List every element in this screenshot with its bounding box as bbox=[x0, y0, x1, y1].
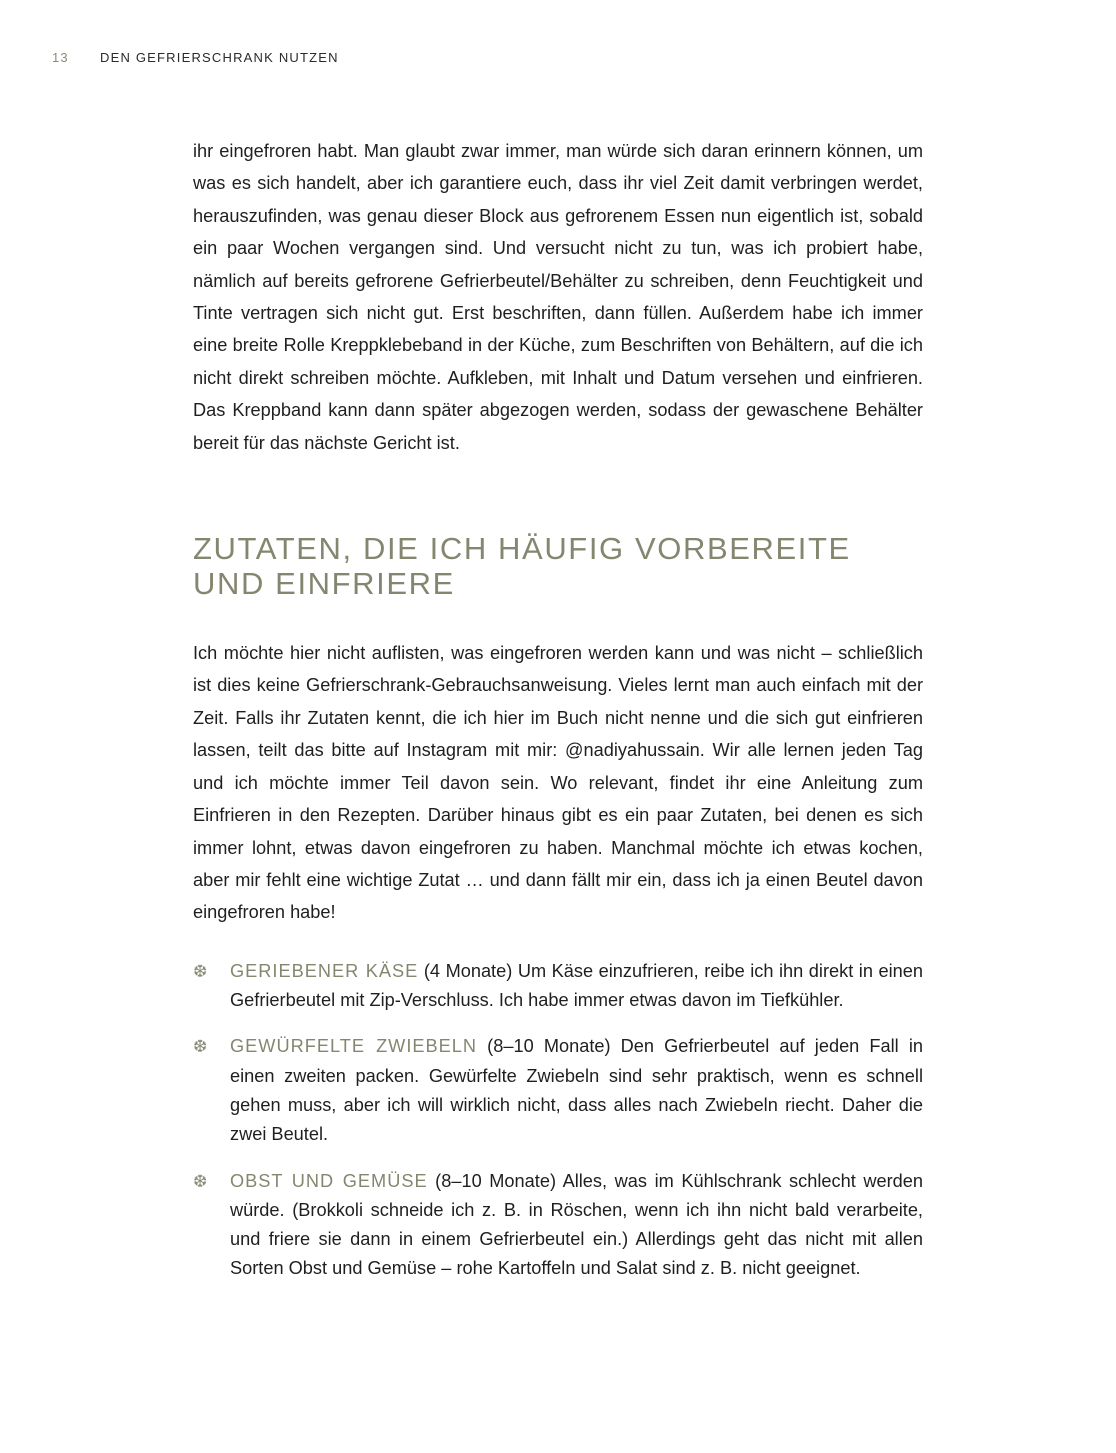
page-number: 13 bbox=[52, 50, 69, 65]
section-title-line-1: ZUTATEN, DIE ICH HÄUFIG VORBEREITE bbox=[193, 531, 851, 567]
list-item-text: (8–10 Monate) Alles, was im Kühlschrank schlecht werden würde. (Brokkoli schneide ich z. B. in Röschen, wenn ich ihn nicht bald verarbeite, und friere sie dann in einem Gefrierbeutel ein.) Allerdings geht das nicht mit allen Sorten Obst und Gemüse – rohe Kartoffeln und Salat sind z. B. nicht geeignet. bbox=[230, 1170, 923, 1279]
list-item bbox=[193, 957, 923, 1016]
list-item bbox=[193, 1167, 923, 1284]
intro-paragraph: ihr eingefroren habt. Man glaubt zwar immer, man würde sich daran erinnern können, um was es sich handelt, aber ich garantiere euch, dass ihr viel Zeit damit verbringen werdet, herauszufinden, was genau dieser Block aus gefrorenem Essen nun eigentlich ist, sobald ein paar Wochen vergangen sind. Und versucht nicht zu tun, was ich probiert habe, nämlich auf bereits gefrorene Gefrierbeutel/​Behälter zu schreiben, denn Feuchtigkeit und Tinte vertragen sich nicht gut. Erst beschriften, dann füllen. Außerdem habe ich immer eine breite Rolle Kreppklebeband in der Küche, zum Beschriften von Behältern, auf die ich nicht direkt schreiben möchte. Aufkleben, mit Inhalt und Datum versehen und einfrieren. Das Kreppband kann dann später abgezogen werden, sodass der gewaschene Behälter bereit für das nächste Gericht ist. bbox=[193, 141, 923, 453]
section-title-line-2: UND EINFRIERE bbox=[193, 566, 455, 602]
list-item-text: (8–10 Monate) Den Gefrierbeutel auf jeden Fall in einen zweiten packen. Gewürfelte Zwiebeln sind sehr praktisch, wenn es schnell gehen muss, aber ich will wirklich nicht, dass alles nach Zwiebeln riecht. Daher die zwei Beutel. bbox=[230, 1036, 923, 1145]
main-content bbox=[193, 135, 923, 1301]
list-item bbox=[193, 1032, 923, 1149]
list-item-text: (4 Monate) Um Käse einzufrieren, reibe ich ihn direkt in einen Gefrierbeutel mit Zip-Verschluss. Ich habe immer etwas davon im Tiefkühler. bbox=[230, 960, 923, 1011]
running-title: DEN GEFRIERSCHRANK NUTZEN bbox=[100, 50, 339, 65]
list-item-term: OBST UND GEMÜSE bbox=[230, 1170, 428, 1191]
section-paragraph: Ich möchte hier nicht auflisten, was eingefroren werden kann und was nicht – schließlich ist dies keine Gefrierschrank-Gebrauchsanweisung. Vieles lernt man auch einfach mit der Zeit. Falls ihr Zutaten kennt, die ich hier im Buch nicht nenne und die sich gut einfrieren lassen, teilt das bitte auf Instagram mit mir: @nadiyahussain. Wir alle lernen jeden Tag und ich möchte immer Teil davon sein. Wo relevant, findet ihr eine Anleitung zum Einfrieren in den Rezepten. Darüber hinaus gibt es ein paar Zutaten, bei denen es sich immer lohnt, etwas davon eingefroren zu haben. Manchmal möchte ich etwas kochen, aber mir fehlt eine wichtige Zutat … und dann fällt mir ein, dass ich ja einen Beutel davon eingefroren habe! bbox=[193, 643, 923, 923]
ingredient-list bbox=[193, 957, 923, 1284]
list-item-term: GEWÜRFELTE ZWIEBELN bbox=[230, 1036, 478, 1057]
list-item-term: GERIEBENER KÄSE bbox=[230, 960, 419, 981]
snowflake-icon: ❆ bbox=[193, 961, 208, 982]
snowflake-icon: ❆ bbox=[193, 1037, 208, 1058]
snowflake-icon: ❆ bbox=[193, 1171, 208, 1192]
page-header bbox=[52, 50, 339, 65]
section-title bbox=[193, 531, 923, 601]
